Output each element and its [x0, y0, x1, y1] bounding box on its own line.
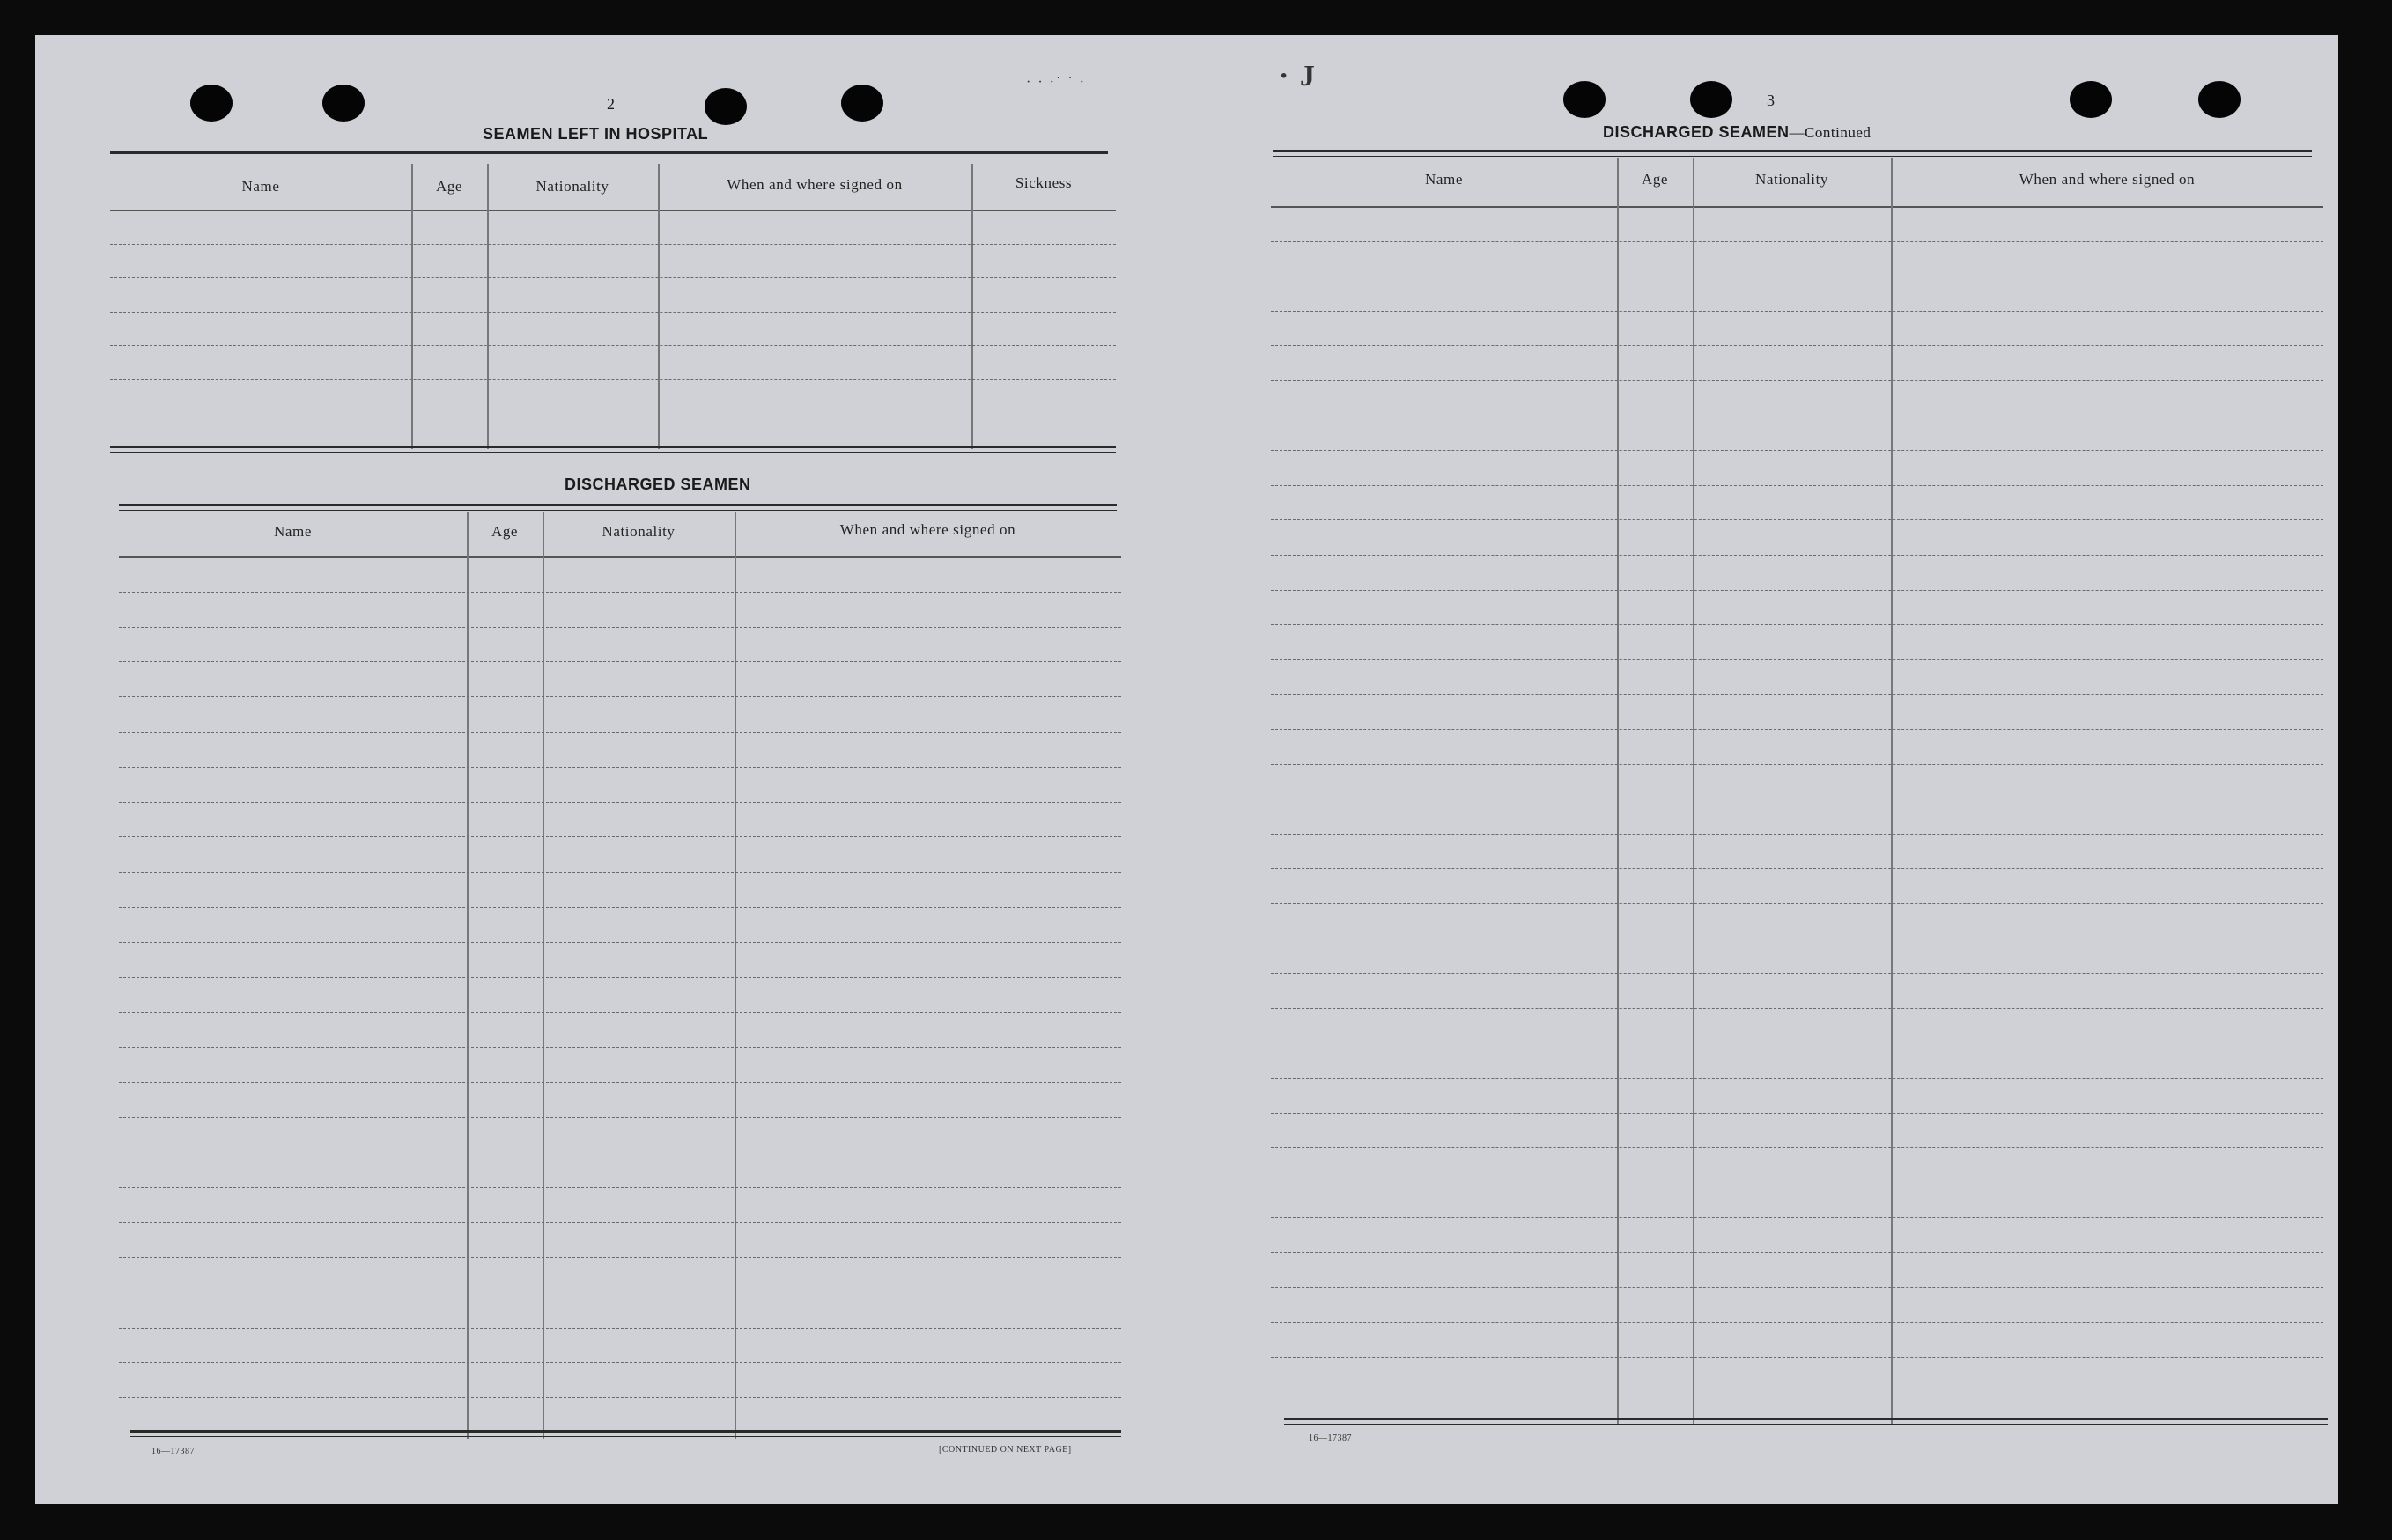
table-row: [119, 1187, 1121, 1188]
table-row: [1271, 485, 2323, 486]
smudge-mark: · J: [1279, 60, 1317, 92]
punch-hole: [1690, 81, 1732, 118]
table-row: [1271, 345, 2323, 346]
table-row: [1271, 764, 2323, 765]
punch-hole: [2070, 81, 2112, 118]
table-row: [1271, 311, 2323, 312]
table-row: [1271, 241, 2323, 242]
table-row: [1271, 1113, 2323, 1114]
table-row: [119, 1257, 1121, 1258]
table-bottom-rule: [1284, 1418, 2328, 1425]
column-divider: [1617, 158, 1619, 1425]
table-row: [119, 942, 1121, 943]
column-header-signed-on: When and where signed on: [727, 176, 903, 193]
table-row: [1271, 659, 2323, 660]
punch-hole: [841, 85, 883, 122]
hospital-section-title: SEAMEN LEFT IN HOSPITAL: [483, 125, 709, 143]
column-header-signed-on: When and where signed on: [2019, 171, 2196, 188]
table-bottom-rule: [110, 446, 1116, 453]
punch-hole: [705, 88, 747, 125]
form-number: 16—17387: [151, 1447, 195, 1456]
column-header-age: Age: [1641, 171, 1669, 188]
table-row: [119, 836, 1121, 837]
column-header-name: Name: [274, 523, 312, 540]
column-divider: [543, 512, 544, 1439]
discharged-continued-title: [1603, 123, 1871, 142]
table-row: [110, 277, 1116, 278]
table-row: [1271, 1252, 2323, 1253]
table-row: [1271, 555, 2323, 556]
smudge-mark: · · ·˙ ˙ ·: [1026, 75, 1086, 90]
hospital-table: [110, 164, 1116, 449]
column-divider: [971, 164, 973, 449]
title-double-rule: [119, 504, 1117, 511]
table-row: [119, 802, 1121, 803]
punch-hole: [1563, 81, 1606, 118]
punch-hole: [2198, 81, 2241, 118]
table-row: [119, 907, 1121, 908]
table-row: [119, 1328, 1121, 1329]
title-double-rule: [1273, 150, 2312, 157]
table-row: [1271, 1322, 2323, 1323]
page-number: 2: [607, 95, 616, 113]
punch-hole: [322, 85, 365, 122]
form-number: 16—17387: [1309, 1433, 1352, 1443]
discharged-continued-table: [1271, 158, 2323, 1425]
table-row: [1271, 590, 2323, 591]
table-header: [1271, 158, 2323, 208]
table-row: [119, 1362, 1121, 1363]
table-row: [110, 312, 1116, 313]
table-row: [119, 1012, 1121, 1013]
table-header: [119, 512, 1121, 558]
table-row: [1271, 624, 2323, 625]
table-row: [110, 379, 1116, 380]
discharged-section-title: DISCHARGED SEAMEN: [565, 475, 751, 493]
section-title-suffix: —Continued: [1789, 124, 1872, 141]
table-row: [1271, 1217, 2323, 1218]
table-row: [119, 1222, 1121, 1223]
table-row: [119, 1082, 1121, 1083]
discharged-table: [119, 512, 1121, 1439]
table-bottom-rule: [130, 1430, 1121, 1437]
table-row: [119, 592, 1121, 593]
column-header-nationality: Nationality: [535, 178, 609, 195]
table-row: [119, 767, 1121, 768]
section-title-text: DISCHARGED SEAMEN: [1603, 123, 1790, 141]
table-row: [1271, 973, 2323, 974]
table-header: [110, 164, 1116, 211]
title-double-rule: [110, 151, 1108, 158]
table-row: [1271, 1078, 2323, 1079]
column-divider: [1693, 158, 1694, 1425]
column-divider: [411, 164, 413, 449]
table-row: [1271, 1287, 2323, 1288]
table-row: [1271, 903, 2323, 904]
table-row: [110, 244, 1116, 245]
table-row: [110, 345, 1116, 346]
table-row: [1271, 868, 2323, 869]
table-row: [119, 872, 1121, 873]
table-row: [1271, 1008, 2323, 1009]
table-row: [1271, 1357, 2323, 1358]
table-row: [119, 732, 1121, 733]
table-row: [119, 627, 1121, 628]
column-divider: [658, 164, 660, 449]
table-row: [1271, 380, 2323, 381]
column-divider: [1891, 158, 1893, 1425]
column-header-nationality: Nationality: [1754, 171, 1829, 188]
punch-hole: [190, 85, 233, 122]
column-header-age: Age: [435, 178, 463, 195]
table-row: [119, 661, 1121, 662]
column-divider: [735, 512, 736, 1439]
column-divider: [487, 164, 489, 449]
table-row: [1271, 1147, 2323, 1148]
column-header-name: Name: [241, 178, 280, 195]
column-header-signed-on: When and where signed on: [839, 521, 1016, 538]
column-divider: [467, 512, 469, 1439]
table-row: [119, 1047, 1121, 1048]
column-header-age: Age: [491, 523, 519, 540]
continued-note: [CONTINUED ON NEXT PAGE]: [939, 1445, 1072, 1455]
table-row: [119, 1397, 1121, 1398]
table-row: [1271, 450, 2323, 451]
document-sheet: [35, 35, 2338, 1504]
table-row: [119, 977, 1121, 978]
page-number: 3: [1767, 92, 1776, 109]
table-row: [1271, 519, 2323, 520]
table-row: [1271, 729, 2323, 730]
column-header-name: Name: [1425, 171, 1463, 188]
table-row: [119, 696, 1121, 697]
column-header-sickness: Sickness: [1015, 174, 1073, 191]
table-row: [1271, 694, 2323, 695]
table-row: [1271, 834, 2323, 835]
table-row: [119, 1117, 1121, 1118]
column-header-nationality: Nationality: [602, 523, 676, 540]
